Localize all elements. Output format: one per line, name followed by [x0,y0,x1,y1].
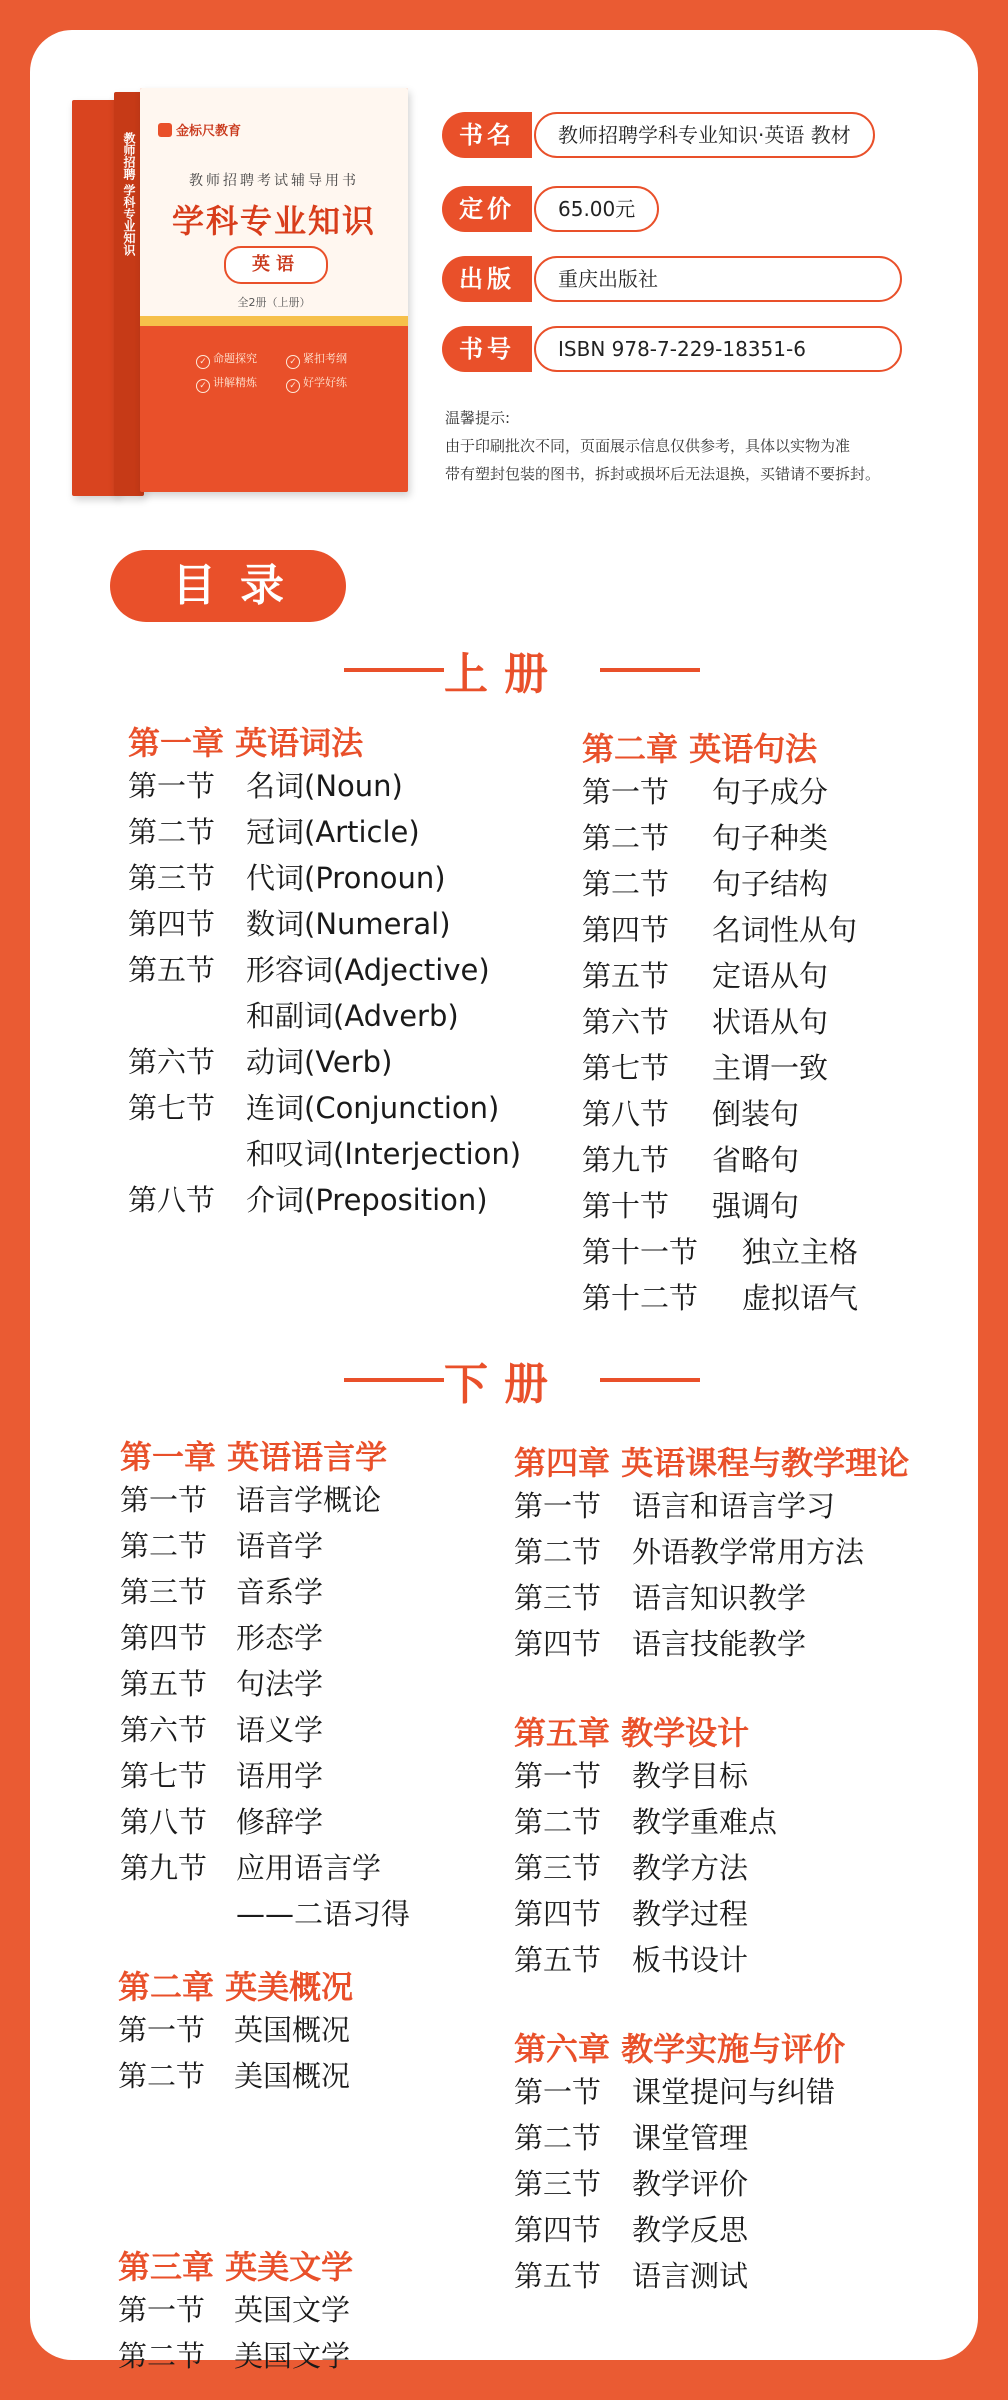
cover-feature: ✓ 命题探究 [196,350,257,369]
section-item: 第五节 语言测试 [514,2259,749,2293]
section-item: 第九节 应用语言学 [120,1851,382,1885]
chapter-title: 第二章 英语句法 [582,730,818,768]
info-value: 65.00元 [534,186,659,232]
check-icon: ✓ [286,379,300,393]
section-item: 第五节 形容词(Adjective) [128,953,490,987]
info-value: ISBN 978-7-229-18351-6 [534,326,902,372]
toc-heading: 目录 [110,550,346,622]
section-item: 第八节 介词(Preposition) [128,1183,488,1217]
chapter-title: 第一章 英语词法 [128,724,364,762]
section-item: 第五节 定语从句 [582,959,829,993]
logo-mark-icon [158,123,172,137]
notice-title: 温馨提示: [445,409,511,427]
section-item: 第四节 数词(Numeral) [128,907,451,941]
section-item: 第八节 倒装句 [582,1097,800,1131]
cover-volumes: 全2册（上册） [237,296,311,309]
cover-series: 教师招聘考试辅导用书 [189,173,359,189]
section-item: 第一节 课堂提问与纠错 [514,2075,836,2109]
section-item: 第七节 连词(Conjunction) [128,1091,500,1125]
info-row-publisher [442,256,914,302]
section-item-continued: 和副词(Adverb) [246,999,459,1033]
section-item: 第五节 板书设计 [514,1943,749,1977]
section-item: 第四节 名词性从句 [582,913,858,947]
cover-feature: ✓ 好学好练 [286,374,347,393]
section-item: 第十一节 独立主格 [582,1235,859,1269]
info-key: 书名 [442,112,532,158]
section-item: 第七节 主谓一致 [582,1051,829,1085]
section-item: 第一节 语言和语言学习 [514,1489,836,1523]
section-item: 第一节 语言学概论 [120,1483,382,1517]
section-item: 第十二节 虚拟语气 [582,1281,859,1315]
info-row-price [442,186,914,232]
section-item: 第四节 教学过程 [514,1897,749,1931]
info-key: 定价 [442,186,532,232]
info-key: 书号 [442,326,532,372]
section-item: 第二节 句子结构 [582,867,829,901]
section-item: 第七节 语用学 [120,1759,324,1793]
section-item: 第八节 修辞学 [120,1805,324,1839]
section-item: 第三节 教学评价 [514,2167,749,2201]
section-item: 第六节 动词(Verb) [128,1045,393,1079]
cover-band [140,316,408,326]
section-item: 第二节 教学重难点 [514,1805,778,1839]
section-item: 第三节 音系学 [120,1575,324,1609]
section-item: 第九节 省略句 [582,1143,800,1177]
section-item-continued: 和叹词(Interjection) [246,1137,522,1171]
section-item: 第三节 教学方法 [514,1851,749,1885]
chapter-title: 第四章 英语课程与教学理论 [514,1444,910,1482]
section-item: 第五节 句法学 [120,1667,324,1701]
volume-title: 上册 [444,649,564,700]
info-key: 出版 [442,256,532,302]
section-item: 第三节 语言知识教学 [514,1581,807,1615]
chapter-title: 第六章 教学实施与评价 [514,2030,846,2068]
notice-line: 带有塑封包装的图书，拆封或损坏后无法退换，买错请不要拆封。 [445,465,881,483]
cover-feature: ✓ 紧扣考纲 [286,350,347,369]
section-item: 第二节 美国概况 [118,2059,351,2093]
brand-logo: 金标尺教育 [158,120,241,139]
cover-feature: ✓ 讲解精炼 [196,374,257,393]
section-item: 第四节 形态学 [120,1621,324,1655]
section-item: 第一节 句子成分 [582,775,829,809]
check-icon: ✓ [286,355,300,369]
chapter-title: 第三章 英美文学 [118,2248,354,2286]
notice-line: 由于印刷批次不同，页面展示信息仅供参考，具体以实物为准 [445,437,851,455]
section-item: 第四节 教学反思 [514,2213,749,2247]
info-row-title [442,112,914,158]
section-item: 第六节 语义学 [120,1713,324,1747]
section-item: 第一节 名词(Noun) [128,769,403,803]
section-item: 第二节 句子种类 [582,821,829,855]
section-item: 第二节 外语教学常用方法 [514,1535,865,1569]
section-item: 第四节 语言技能教学 [514,1627,807,1661]
check-icon: ✓ [196,355,210,369]
book-cover-image [140,88,408,492]
spine-title: 教师招聘 学科专业知识 [122,132,136,257]
check-icon: ✓ [196,379,210,393]
book-back-spine [72,100,118,496]
section-item: 第十节 强调句 [582,1189,800,1223]
section-item: 第一节 英国概况 [118,2013,351,2047]
section-item: 第一节 教学目标 [514,1759,749,1793]
section-item: 第二节 语音学 [120,1529,324,1563]
info-value: 教师招聘学科专业知识·英语 教材 [534,112,875,158]
section-item: 第六节 状语从句 [582,1005,829,1039]
section-item: 第二节 课堂管理 [514,2121,749,2155]
info-value: 重庆出版社 [534,256,902,302]
info-row-isbn [442,326,914,372]
cover-subject: 英语 [224,246,328,284]
section-item: 第二节 美国文学 [118,2339,351,2373]
section-item-continued: ——二语习得 [236,1897,411,1931]
chapter-title: 第五章 教学设计 [514,1714,750,1752]
chapter-title: 第一章 英语语言学 [120,1438,388,1476]
section-item: 第三节 代词(Pronoun) [128,861,446,895]
section-item: 第二节 冠词(Article) [128,815,420,849]
section-item: 第一节 英国文学 [118,2293,351,2327]
volume-title: 下册 [444,1359,564,1410]
chapter-title: 第二章 英美概况 [118,1968,354,2006]
cover-title: 学科专业知识 [171,202,376,240]
